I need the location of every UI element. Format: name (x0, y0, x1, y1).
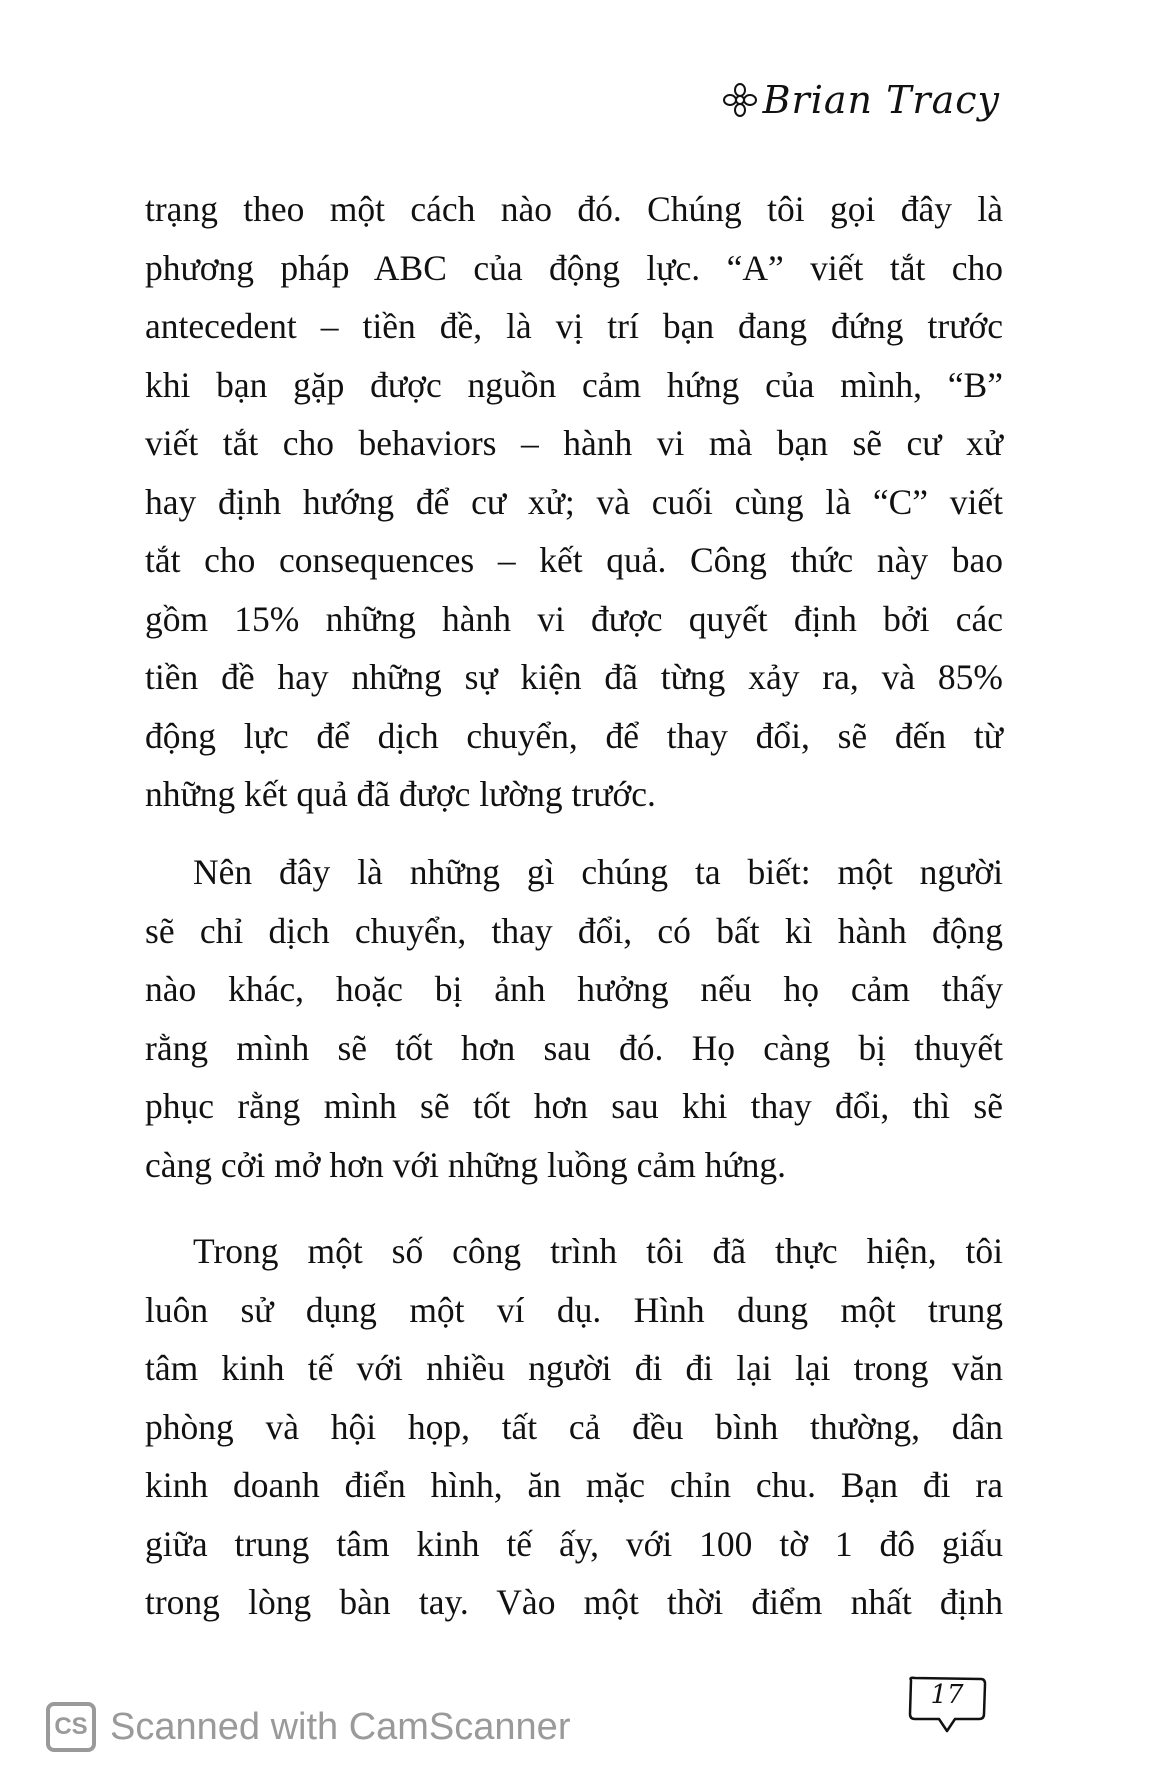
text-line: giữa trung tâm kinh tế ấy, với 100 tờ 1 đô giấu (145, 1523, 1003, 1564)
page-number: 17 (930, 1680, 964, 1710)
flower-icon (723, 83, 757, 117)
camscanner-logo-icon: CS (46, 1702, 96, 1752)
text-line: những kết quả đã được lường trước. (145, 774, 656, 814)
text-line: tâm kinh tế với nhiều người đi đi lại lại trong văn (145, 1348, 1003, 1388)
text-line: gồm 15% những hành vi được quyết định bởi các (145, 598, 1003, 639)
text-line: sẽ chỉ dịch chuyển, thay đổi, có bất kì hành động (145, 910, 1003, 951)
text-line: kinh doanh điển hình, ăn mặc chỉn chu. Bạn đi ra (145, 1465, 1003, 1505)
scanner-watermark (46, 1702, 570, 1752)
text-line: nào khác, hoặc bị ảnh hưởng nếu họ cảm thấy (145, 969, 1003, 1009)
text-line: trong lòng bàn tay. Vào một thời điểm nhất định (145, 1582, 1003, 1622)
paragraph-3 (145, 1222, 1003, 1632)
text-line: phòng và hội họp, tất cả đều bình thường, dân (145, 1406, 1003, 1447)
paragraph-2 (145, 843, 1003, 1194)
text-line: Trong một số công trình tôi đã thực hiện, tôi (193, 1231, 1003, 1271)
text-line: phục rằng mình sẽ tốt hơn sau khi thay đổi, thì sẽ (145, 1086, 1003, 1126)
text-line: hay định hướng để cư xử; và cuối cùng là “C” viết (145, 481, 1003, 522)
text-line: càng cởi mở hơn với những luồng cảm hứng. (145, 1144, 787, 1185)
text-line: động lực để dịch chuyển, để thay đổi, sẽ đến từ (145, 715, 1003, 756)
text-line: trạng theo một cách nào đó. Chúng tôi gọi đây là (145, 189, 1003, 229)
text-line: phương pháp ABC của động lực. “A” viết tắt cho (145, 247, 1003, 288)
text-line: Nên đây là những gì chúng ta biết: một người (193, 852, 1003, 892)
text-line: tiền đề hay những sự kiện đã từng xảy ra, và 85% (145, 657, 1003, 697)
header-author-name: Brian Tracy (762, 78, 1000, 122)
paragraph-1 (145, 180, 1003, 824)
watermark-text: Scanned with CamScanner (110, 1705, 571, 1748)
text-line: rằng mình sẽ tốt hơn sau đó. Họ càng bị thuyết (145, 1027, 1003, 1068)
text-line: viết tắt cho behaviors – hành vi mà bạn sẽ cư xử (145, 423, 1003, 463)
text-line: luôn sử dụng một ví dụ. Hình dung một trung (145, 1289, 1003, 1330)
text-line: khi bạn gặp được nguồn cảm hứng của mình, “B” (145, 364, 1003, 405)
text-line: antecedent – tiền đề, là vị trí bạn đang đứng trước (145, 306, 1003, 346)
text-line: tắt cho consequences – kết quả. Công thức này bao (145, 540, 1003, 580)
running-header (723, 78, 1000, 122)
